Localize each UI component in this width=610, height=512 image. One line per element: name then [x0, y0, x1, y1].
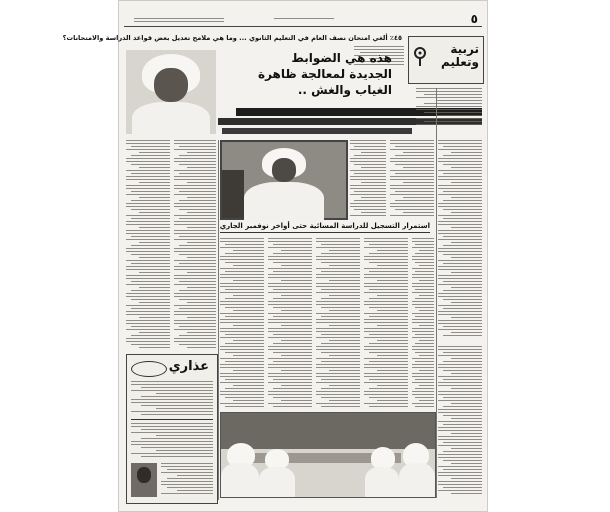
newspaper-page — [62, 0, 488, 512]
article-column — [364, 238, 408, 408]
portrait-photo-main — [126, 50, 216, 134]
section-logo-title: تربية وتعليم — [441, 42, 479, 69]
gear-emblem-icon — [412, 45, 428, 67]
meeting-photo — [220, 412, 436, 498]
opinion-column-box — [126, 354, 218, 504]
column-divider — [436, 88, 437, 498]
section-logo-box — [408, 36, 484, 84]
article-column — [390, 140, 434, 220]
page-header-strip — [124, 14, 482, 27]
column-divider — [218, 140, 219, 500]
article-column — [316, 238, 360, 408]
column-title: عذاري — [168, 359, 209, 374]
seated-official-photo — [220, 140, 348, 220]
article-column — [438, 346, 482, 496]
article-column — [174, 140, 216, 350]
article-column — [268, 238, 312, 408]
columnist-photo — [131, 463, 157, 497]
article-column — [438, 140, 482, 340]
main-headline: هذه هي الضوابط الجديدة لمعالجة ظاهرة الغياب والغش .. — [257, 51, 392, 97]
page-number: ٥ — [470, 12, 478, 26]
article-column — [412, 238, 434, 408]
article-column — [126, 140, 170, 350]
article-column — [350, 140, 386, 220]
subhead-bar-3 — [222, 128, 412, 134]
article-column — [416, 88, 482, 128]
second-headline: استمرار التسجيل للدراسة المسائية حتى أواخر نوفمبر الجاري — [220, 222, 430, 233]
article-column — [220, 238, 264, 408]
story-kicker: ٤٥٪ ألغي امتحان نصف العام في التعليم الثانوي ... وما هي ملامح تعديل بعض قواعد الدراسة والامتحانات؟ — [62, 34, 402, 42]
